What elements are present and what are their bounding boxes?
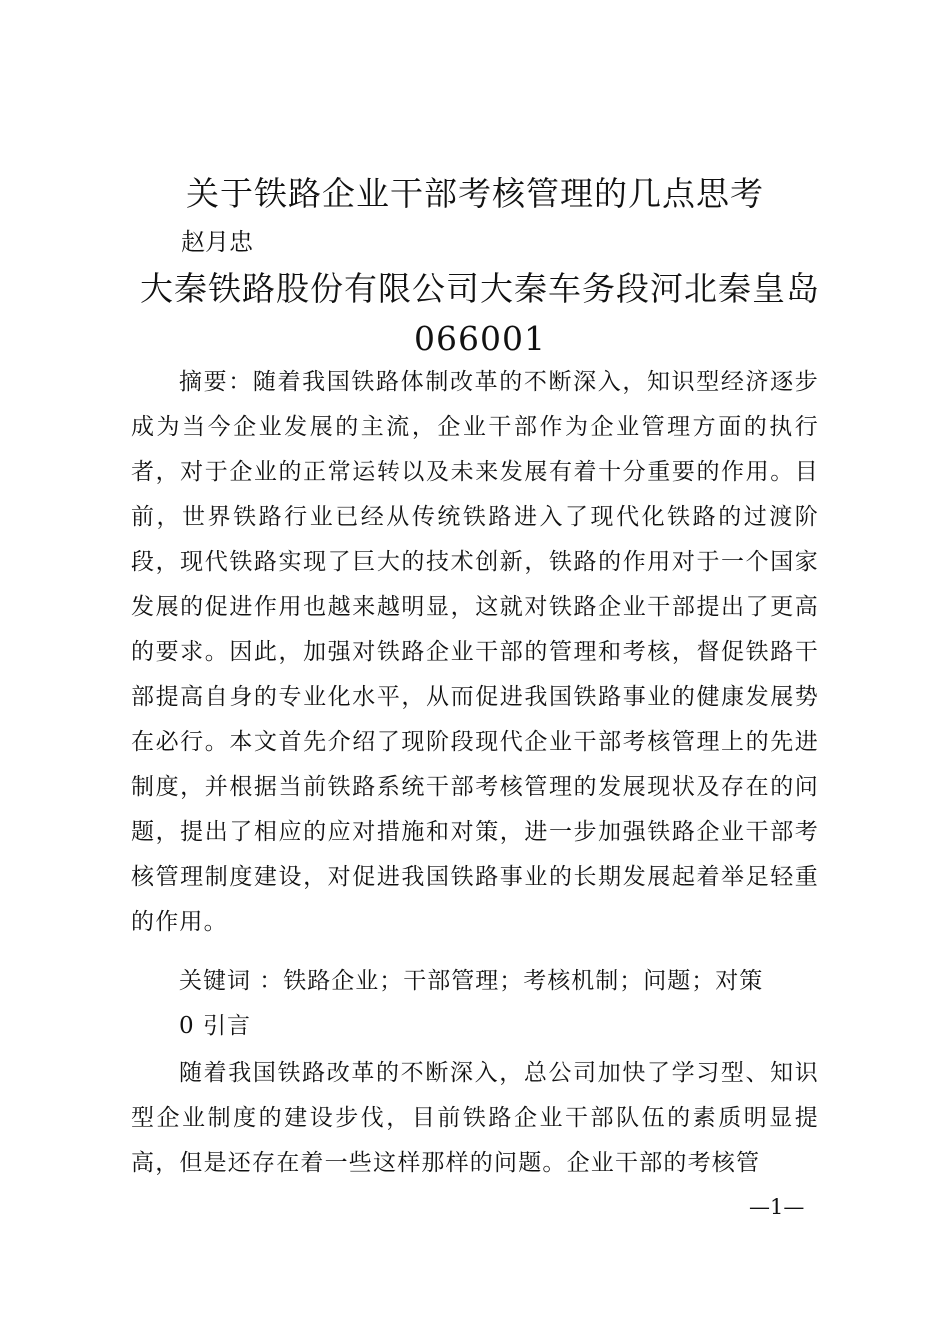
keywords-line: 关键词 ：铁路企业；干部管理；考核机制；问题；对策: [179, 968, 764, 994]
introduction-paragraph: 随着我国铁路改革的不断深入，总公司加快了学习型、知识型企业制度的建设步伐，目前铁路企业干部队伍的素质明显提高，但是还存在着一些这样那样的问题。企业干部的考核管: [131, 1060, 819, 1176]
author-affiliation: 大秦铁路股份有限公司大秦车务段河北秦皇岛066001: [140, 269, 820, 358]
page-number: —1—: [749, 1195, 805, 1219]
document-title: 关于铁路企业干部考核管理的几点思考: [186, 174, 764, 213]
abstract-paragraph: 摘要：随着我国铁路体制改革的不断深入，知识型经济逐步成为当今企业发展的主流，企业干部作为企业管理方面的执行者，对于企业的正常运转以及未来发展有着十分重要的作用。目前，世界铁路行业已经从传统铁路进入了现代化铁路的过渡阶段，现代铁路实现了巨大的技术创新，铁路的作用对于一个国家发展的促进作用也越来越明显，这就对铁路企业干部提出了更高的要求。因此，加强对铁路企业干部的管理和考核，督促铁路干部提高自身的专业化水平，从而促进我国铁路事业的健康发展势在必行。本文首先介绍了现阶段现代企业干部考核管理上的先进制度，并根据当前铁路系统干部考核管理的发展现状及存在的问题，提出了相应的应对措施和对策，进一步加强铁路企业干部考核管理制度建设，对促进我国铁路事业的长期发展起着举足轻重的作用。: [131, 369, 819, 935]
author-name: 赵月忠: [181, 228, 253, 256]
section-heading: 0 引言: [179, 1013, 251, 1039]
